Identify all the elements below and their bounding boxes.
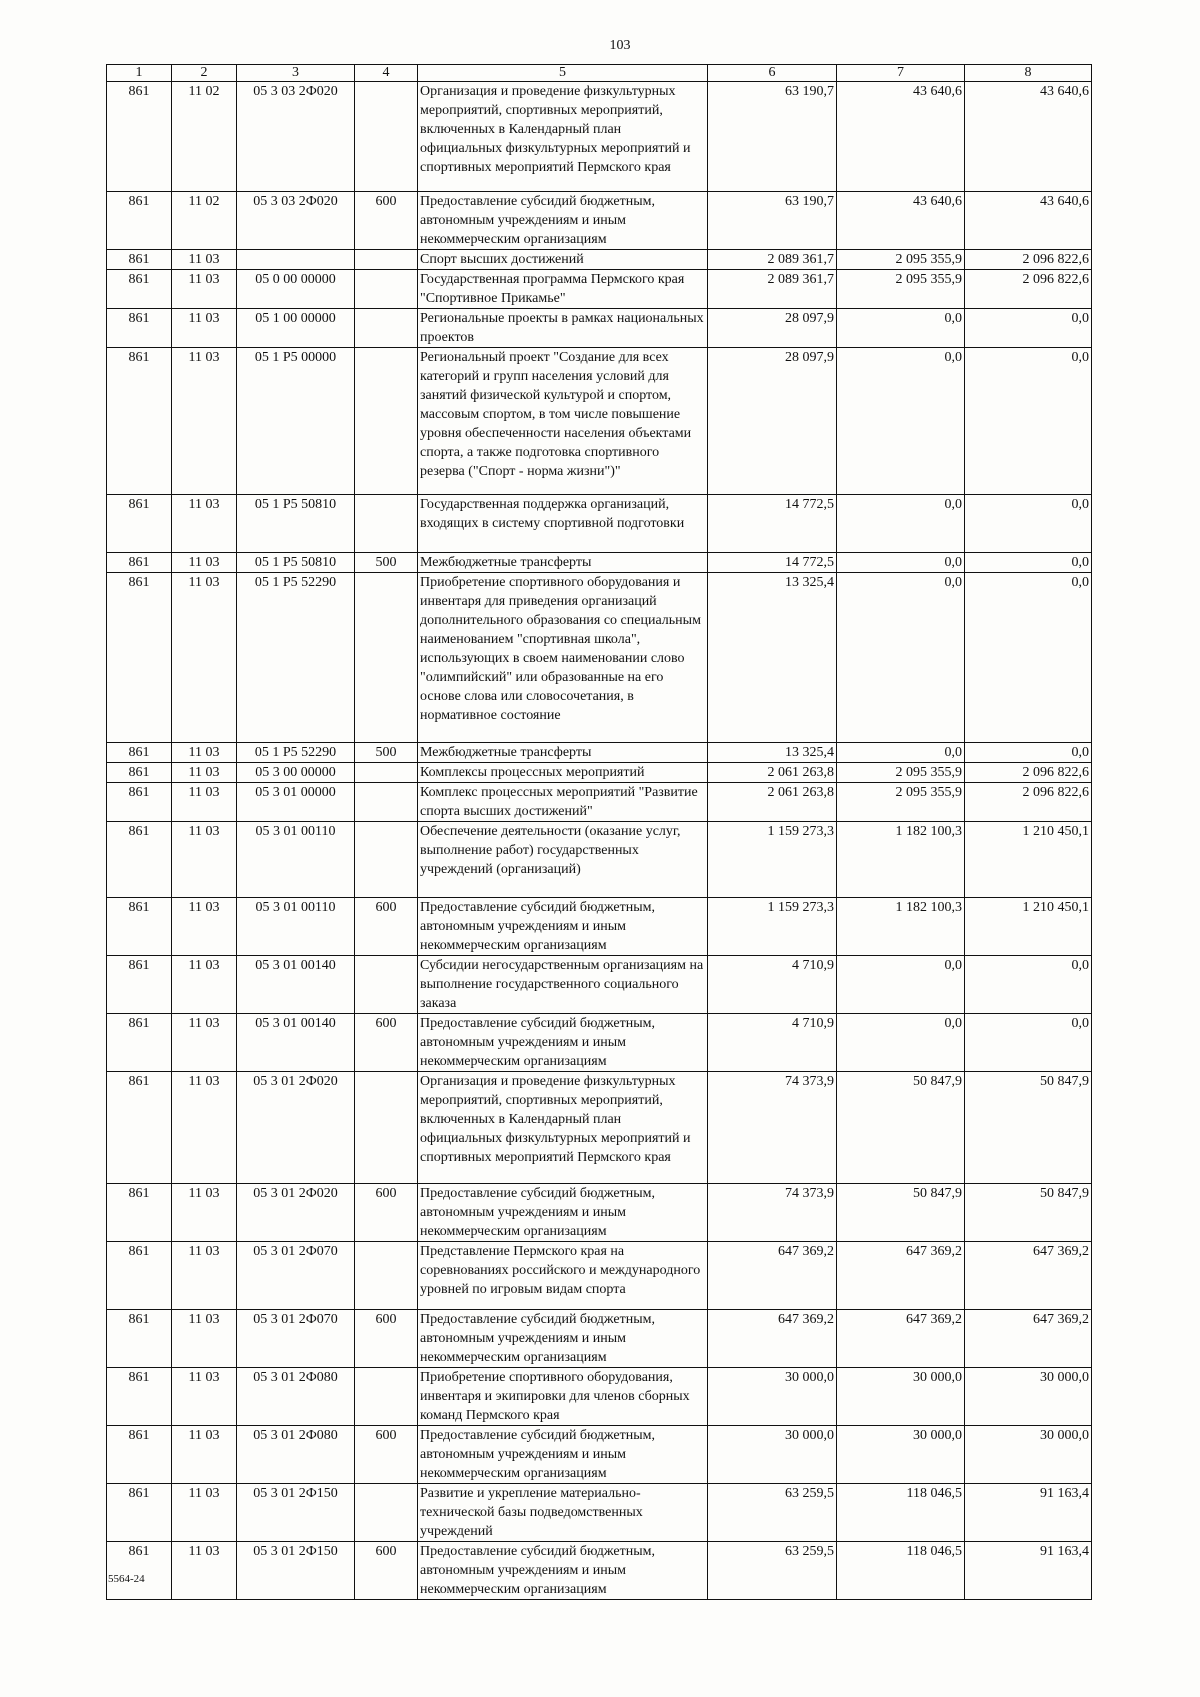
cell-amount-2025: 647 369,2: [837, 1310, 965, 1368]
cell-description: Предоставление субсидий бюджетным, автономным учреждениям и иным некоммерческим организациям: [418, 1542, 708, 1600]
cell-target-article: 05 1 Р5 00000: [237, 348, 355, 495]
table-header: [107, 65, 1092, 82]
cell-section-code: 11 03: [172, 1368, 237, 1426]
cell-section-code: 11 03: [172, 309, 237, 348]
table-row: [107, 553, 1092, 573]
cell-amount-2024: 4 710,9: [708, 1014, 837, 1072]
cell-target-article: 05 3 01 2Ф070: [237, 1310, 355, 1368]
cell-admin-code: 861: [107, 1184, 172, 1242]
cell-amount-2026: 0,0: [965, 309, 1092, 348]
cell-expense-type: [355, 1368, 418, 1426]
cell-amount-2026: 0,0: [965, 743, 1092, 763]
cell-section-code: 11 03: [172, 898, 237, 956]
cell-admin-code: 861: [107, 763, 172, 783]
cell-section-code: 11 03: [172, 1242, 237, 1310]
cell-admin-code: 861: [107, 1072, 172, 1184]
cell-section-code: 11 03: [172, 763, 237, 783]
cell-target-article: [237, 250, 355, 270]
cell-admin-code: 861: [107, 1310, 172, 1368]
cell-amount-2024: 1 159 273,3: [708, 822, 837, 898]
cell-admin-code: 861: [107, 1368, 172, 1426]
cell-admin-code: 861: [107, 1014, 172, 1072]
cell-section-code: 11 03: [172, 250, 237, 270]
cell-amount-2024: 28 097,9: [708, 309, 837, 348]
cell-amount-2024: 28 097,9: [708, 348, 837, 495]
cell-expense-type: [355, 1072, 418, 1184]
cell-description: Предоставление субсидий бюджетным, автономным учреждениям и иным некоммерческим организациям: [418, 1184, 708, 1242]
cell-amount-2026: 50 847,9: [965, 1072, 1092, 1184]
cell-amount-2025: 0,0: [837, 348, 965, 495]
budget-table: [106, 64, 1092, 1600]
cell-expense-type: [355, 822, 418, 898]
cell-amount-2026: 2 096 822,6: [965, 783, 1092, 822]
cell-target-article: 05 0 00 00000: [237, 270, 355, 309]
cell-amount-2025: 0,0: [837, 1014, 965, 1072]
column-header-4: 4: [355, 65, 418, 82]
cell-amount-2024: 13 325,4: [708, 743, 837, 763]
column-header-2: 2: [172, 65, 237, 82]
cell-amount-2025: 2 095 355,9: [837, 763, 965, 783]
cell-admin-code: 861: [107, 1542, 172, 1600]
column-header-8: 8: [965, 65, 1092, 82]
cell-amount-2026: 0,0: [965, 495, 1092, 553]
cell-description: Субсидии негосударственным организациям на выполнение государственного социального заказа: [418, 956, 708, 1014]
cell-description: Представление Пермского края на соревнованиях российского и международного уровней по игровым видам спорта: [418, 1242, 708, 1310]
cell-description: Предоставление субсидий бюджетным, автономным учреждениям и иным некоммерческим организациям: [418, 192, 708, 250]
cell-target-article: 05 1 Р5 50810: [237, 495, 355, 553]
cell-admin-code: 861: [107, 348, 172, 495]
table-row: [107, 573, 1092, 743]
table-row: [107, 822, 1092, 898]
cell-amount-2025: 118 046,5: [837, 1542, 965, 1600]
cell-section-code: 11 03: [172, 1542, 237, 1600]
cell-amount-2026: 2 096 822,6: [965, 250, 1092, 270]
cell-amount-2026: 43 640,6: [965, 82, 1092, 192]
cell-amount-2025: 50 847,9: [837, 1072, 965, 1184]
cell-amount-2026: 43 640,6: [965, 192, 1092, 250]
cell-expense-type: [355, 309, 418, 348]
table-row: [107, 1542, 1092, 1600]
cell-description: Предоставление субсидий бюджетным, автономным учреждениям и иным некоммерческим организациям: [418, 1426, 708, 1484]
cell-amount-2024: 647 369,2: [708, 1310, 837, 1368]
cell-amount-2025: 30 000,0: [837, 1426, 965, 1484]
cell-expense-type: [355, 783, 418, 822]
cell-amount-2026: 647 369,2: [965, 1242, 1092, 1310]
table-row: [107, 309, 1092, 348]
cell-amount-2025: 0,0: [837, 309, 965, 348]
column-header-7: 7: [837, 65, 965, 82]
cell-description: Организация и проведение физкультурных мероприятий, спортивных мероприятий, включенных в Календарный план официальных физкультурных мероприятий и спортивных мероприятий Пермского края: [418, 82, 708, 192]
cell-amount-2025: 118 046,5: [837, 1484, 965, 1542]
cell-target-article: 05 3 01 2Ф020: [237, 1072, 355, 1184]
cell-description: Комплекс процессных мероприятий "Развитие спорта высших достижений": [418, 783, 708, 822]
cell-amount-2024: 74 373,9: [708, 1072, 837, 1184]
cell-description: Предоставление субсидий бюджетным, автономным учреждениям и иным некоммерческим организациям: [418, 898, 708, 956]
cell-description: Приобретение спортивного оборудования и инвентаря для приведения организаций дополнительного образования со специальным наименованием "спортивная школа", использующих в своем наименовании слово "олимпийский" или образованные на его основе слова или словосочетания, в нормативное состояние: [418, 573, 708, 743]
cell-amount-2024: 63 190,7: [708, 82, 837, 192]
cell-expense-type: 600: [355, 1184, 418, 1242]
cell-section-code: 11 03: [172, 956, 237, 1014]
cell-amount-2025: 43 640,6: [837, 192, 965, 250]
table-row: [107, 82, 1092, 192]
cell-target-article: 05 3 01 2Ф080: [237, 1368, 355, 1426]
cell-target-article: 05 3 01 2Ф070: [237, 1242, 355, 1310]
cell-amount-2024: 14 772,5: [708, 495, 837, 553]
cell-amount-2026: 2 096 822,6: [965, 270, 1092, 309]
cell-amount-2026: 91 163,4: [965, 1484, 1092, 1542]
column-header-6: 6: [708, 65, 837, 82]
cell-section-code: 11 03: [172, 553, 237, 573]
table-row: [107, 783, 1092, 822]
cell-section-code: 11 03: [172, 1184, 237, 1242]
cell-amount-2025: 2 095 355,9: [837, 270, 965, 309]
table-row: [107, 250, 1092, 270]
table-body: [107, 82, 1092, 1600]
cell-amount-2026: 1 210 450,1: [965, 898, 1092, 956]
cell-amount-2025: 0,0: [837, 956, 965, 1014]
cell-section-code: 11 03: [172, 495, 237, 553]
cell-expense-type: [355, 270, 418, 309]
cell-target-article: 05 3 01 2Ф080: [237, 1426, 355, 1484]
cell-expense-type: [355, 250, 418, 270]
table-row: [107, 1426, 1092, 1484]
cell-amount-2026: 50 847,9: [965, 1184, 1092, 1242]
cell-target-article: 05 3 03 2Ф020: [237, 82, 355, 192]
cell-section-code: 11 02: [172, 192, 237, 250]
cell-description: Развитие и укрепление материально-технической базы подведомственных учреждений: [418, 1484, 708, 1542]
table-row: [107, 192, 1092, 250]
cell-admin-code: 861: [107, 743, 172, 763]
table-row: [107, 270, 1092, 309]
cell-amount-2026: 0,0: [965, 573, 1092, 743]
table-row: [107, 1310, 1092, 1368]
column-header-1: 1: [107, 65, 172, 82]
cell-description: Предоставление субсидий бюджетным, автономным учреждениям и иным некоммерческим организациям: [418, 1014, 708, 1072]
document-code: 5564-24: [108, 1573, 145, 1585]
cell-admin-code: 861: [107, 956, 172, 1014]
cell-admin-code: 861: [107, 82, 172, 192]
cell-amount-2024: 30 000,0: [708, 1426, 837, 1484]
cell-amount-2026: 30 000,0: [965, 1368, 1092, 1426]
table-row: [107, 743, 1092, 763]
table-row: [107, 1072, 1092, 1184]
cell-expense-type: 600: [355, 1542, 418, 1600]
cell-description: Организация и проведение физкультурных мероприятий, спортивных мероприятий, включенных в Календарный план официальных физкультурных мероприятий и спортивных мероприятий Пермского края: [418, 1072, 708, 1184]
cell-target-article: 05 3 00 00000: [237, 763, 355, 783]
cell-expense-type: [355, 348, 418, 495]
cell-amount-2026: 647 369,2: [965, 1310, 1092, 1368]
cell-expense-type: [355, 82, 418, 192]
cell-admin-code: 861: [107, 1426, 172, 1484]
header-row: [107, 65, 1092, 82]
cell-amount-2025: 0,0: [837, 573, 965, 743]
table-row: [107, 1484, 1092, 1542]
cell-target-article: 05 1 Р5 52290: [237, 573, 355, 743]
cell-expense-type: [355, 763, 418, 783]
cell-section-code: 11 03: [172, 822, 237, 898]
cell-expense-type: [355, 495, 418, 553]
cell-expense-type: 500: [355, 743, 418, 763]
table-row: [107, 956, 1092, 1014]
cell-admin-code: 861: [107, 822, 172, 898]
table-row: [107, 1014, 1092, 1072]
cell-amount-2025: 2 095 355,9: [837, 250, 965, 270]
cell-description: Приобретение спортивного оборудования, инвентаря и экипировки для членов сборных команд Пермского края: [418, 1368, 708, 1426]
cell-amount-2024: 63 259,5: [708, 1484, 837, 1542]
cell-amount-2024: 30 000,0: [708, 1368, 837, 1426]
cell-target-article: 05 3 01 2Ф150: [237, 1484, 355, 1542]
table-row: [107, 1242, 1092, 1310]
cell-target-article: 05 3 01 2Ф020: [237, 1184, 355, 1242]
cell-admin-code: 861: [107, 192, 172, 250]
cell-amount-2024: 1 159 273,3: [708, 898, 837, 956]
cell-amount-2025: 50 847,9: [837, 1184, 965, 1242]
cell-admin-code: 861: [107, 783, 172, 822]
cell-expense-type: 600: [355, 1310, 418, 1368]
cell-description: Спорт высших достижений: [418, 250, 708, 270]
cell-section-code: 11 03: [172, 270, 237, 309]
cell-amount-2025: 1 182 100,3: [837, 822, 965, 898]
cell-expense-type: [355, 956, 418, 1014]
cell-target-article: 05 3 01 00000: [237, 783, 355, 822]
cell-admin-code: 861: [107, 495, 172, 553]
cell-section-code: 11 03: [172, 1484, 237, 1542]
cell-target-article: 05 3 01 00110: [237, 898, 355, 956]
cell-admin-code: 861: [107, 1242, 172, 1310]
column-header-3: 3: [237, 65, 355, 82]
cell-description: Обеспечение деятельности (оказание услуг, выполнение работ) государственных учреждений (организаций): [418, 822, 708, 898]
cell-admin-code: 861: [107, 250, 172, 270]
cell-target-article: 05 3 01 2Ф150: [237, 1542, 355, 1600]
cell-amount-2024: 2 089 361,7: [708, 250, 837, 270]
page-number: 103: [609, 38, 631, 53]
cell-target-article: 05 1 Р5 52290: [237, 743, 355, 763]
cell-amount-2024: 63 259,5: [708, 1542, 837, 1600]
table-row: [107, 495, 1092, 553]
cell-amount-2026: 0,0: [965, 553, 1092, 573]
cell-target-article: 05 3 03 2Ф020: [237, 192, 355, 250]
cell-admin-code: 861: [107, 270, 172, 309]
cell-description: Межбюджетные трансферты: [418, 553, 708, 573]
cell-admin-code: 861: [107, 309, 172, 348]
cell-admin-code: 861: [107, 553, 172, 573]
cell-admin-code: 861: [107, 898, 172, 956]
cell-section-code: 11 03: [172, 783, 237, 822]
cell-expense-type: 600: [355, 1426, 418, 1484]
cell-description: Межбюджетные трансферты: [418, 743, 708, 763]
cell-expense-type: 500: [355, 553, 418, 573]
cell-target-article: 05 3 01 00140: [237, 1014, 355, 1072]
cell-amount-2025: 43 640,6: [837, 82, 965, 192]
cell-description: Государственная программа Пермского края "Спортивное Прикамье": [418, 270, 708, 309]
cell-amount-2024: 14 772,5: [708, 553, 837, 573]
cell-amount-2025: 30 000,0: [837, 1368, 965, 1426]
cell-description: Государственная поддержка организаций, входящих в систему спортивной подготовки: [418, 495, 708, 553]
cell-admin-code: 861: [107, 1484, 172, 1542]
cell-amount-2026: 2 096 822,6: [965, 763, 1092, 783]
cell-target-article: 05 3 01 00140: [237, 956, 355, 1014]
cell-expense-type: [355, 1484, 418, 1542]
cell-target-article: 05 1 Р5 50810: [237, 553, 355, 573]
cell-expense-type: [355, 573, 418, 743]
cell-target-article: 05 1 00 00000: [237, 309, 355, 348]
cell-amount-2025: 647 369,2: [837, 1242, 965, 1310]
table-row: [107, 348, 1092, 495]
cell-expense-type: 600: [355, 898, 418, 956]
table-row: [107, 763, 1092, 783]
cell-amount-2025: 2 095 355,9: [837, 783, 965, 822]
cell-amount-2024: 2 089 361,7: [708, 270, 837, 309]
cell-amount-2026: 0,0: [965, 956, 1092, 1014]
cell-amount-2026: 91 163,4: [965, 1542, 1092, 1600]
cell-amount-2026: 1 210 450,1: [965, 822, 1092, 898]
cell-amount-2024: 13 325,4: [708, 573, 837, 743]
cell-amount-2025: 0,0: [837, 743, 965, 763]
cell-section-code: 11 03: [172, 348, 237, 495]
cell-amount-2026: 30 000,0: [965, 1426, 1092, 1484]
cell-description: Региональные проекты в рамках национальных проектов: [418, 309, 708, 348]
cell-target-article: 05 3 01 00110: [237, 822, 355, 898]
cell-section-code: 11 03: [172, 1014, 237, 1072]
table-row: [107, 898, 1092, 956]
cell-section-code: 11 03: [172, 573, 237, 743]
cell-description: Комплексы процессных мероприятий: [418, 763, 708, 783]
cell-section-code: 11 03: [172, 1072, 237, 1184]
cell-amount-2024: 4 710,9: [708, 956, 837, 1014]
cell-amount-2024: 647 369,2: [708, 1242, 837, 1310]
cell-expense-type: 600: [355, 192, 418, 250]
table-row: [107, 1184, 1092, 1242]
table-row: [107, 1368, 1092, 1426]
cell-section-code: 11 02: [172, 82, 237, 192]
cell-amount-2026: 0,0: [965, 1014, 1092, 1072]
cell-amount-2025: 0,0: [837, 553, 965, 573]
cell-amount-2024: 2 061 263,8: [708, 763, 837, 783]
cell-section-code: 11 03: [172, 743, 237, 763]
cell-amount-2024: 74 373,9: [708, 1184, 837, 1242]
cell-description: Региональный проект "Создание для всех категорий и групп населения условий для занятий физической культурой и спортом, массовым спортом, в том числе повышение уровня обеспеченности населения объектами спорта, а также подготовка спортивного резерва ("Спорт - норма жизни")": [418, 348, 708, 495]
cell-amount-2025: 1 182 100,3: [837, 898, 965, 956]
cell-amount-2025: 0,0: [837, 495, 965, 553]
column-header-5: 5: [418, 65, 708, 82]
cell-expense-type: [355, 1242, 418, 1310]
cell-admin-code: 861: [107, 573, 172, 743]
cell-amount-2026: 0,0: [965, 348, 1092, 495]
cell-section-code: 11 03: [172, 1426, 237, 1484]
cell-description: Предоставление субсидий бюджетным, автономным учреждениям и иным некоммерческим организациям: [418, 1310, 708, 1368]
cell-amount-2024: 2 061 263,8: [708, 783, 837, 822]
cell-section-code: 11 03: [172, 1310, 237, 1368]
cell-expense-type: 600: [355, 1014, 418, 1072]
cell-amount-2024: 63 190,7: [708, 192, 837, 250]
